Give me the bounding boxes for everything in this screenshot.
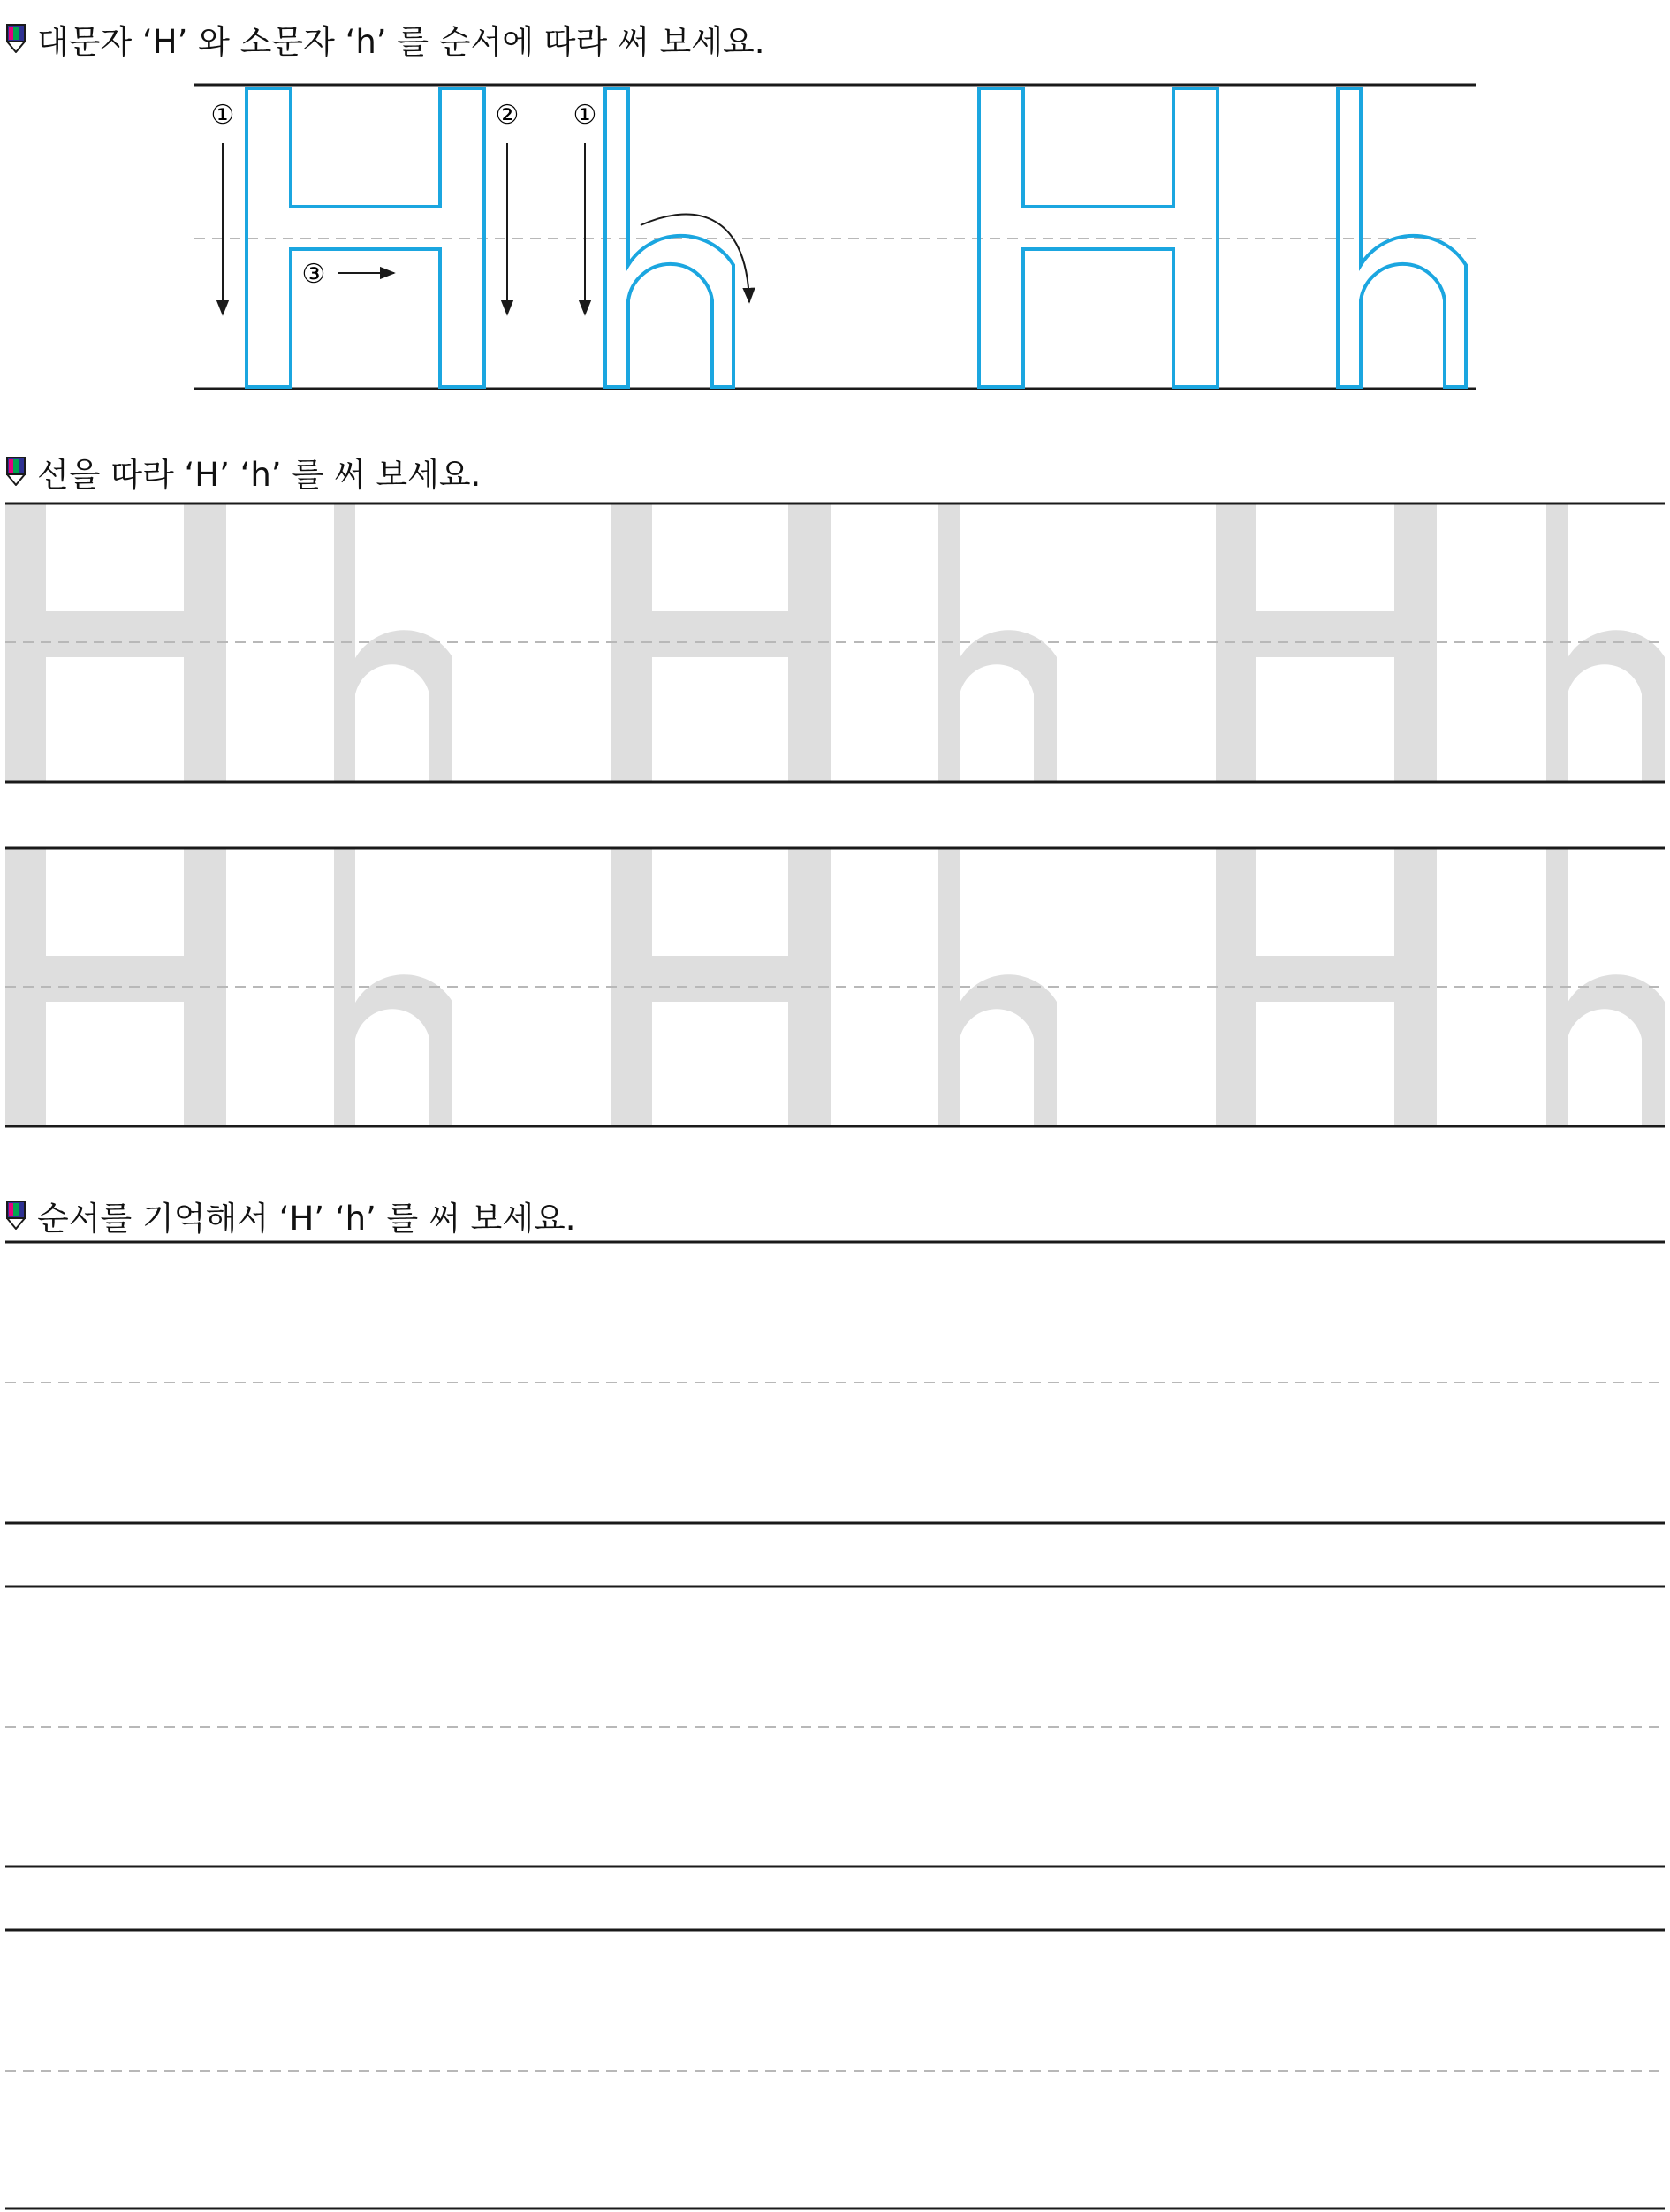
writing-row-3[interactable] — [5, 1930, 1665, 2208]
trace-row-2 — [5, 848, 1665, 1127]
instruction-2-text: 선을 따라 ‘H’ ‘h’ 를 써 보세요. — [37, 456, 482, 494]
step-label-1: ① — [210, 100, 235, 131]
demo-guide — [194, 85, 1476, 389]
instruction-1-text: 대문자 ‘H’ 와 소문자 ‘h’ 를 순서에 따라 써 보세요. — [37, 23, 765, 61]
writing-row-2[interactable] — [5, 1587, 1665, 1867]
step-label-h-1: ① — [573, 100, 597, 131]
writing-row-1[interactable] — [5, 1242, 1665, 1523]
demo-letter-h-outline — [1338, 88, 1466, 387]
trace-row-1 — [5, 504, 1665, 783]
step-label-2: ② — [495, 100, 520, 131]
step-label-3: ③ — [301, 259, 326, 290]
instruction-3-text: 순서를 기억해서 ‘H’ ‘h’ 를 써 보세요. — [37, 1200, 576, 1238]
